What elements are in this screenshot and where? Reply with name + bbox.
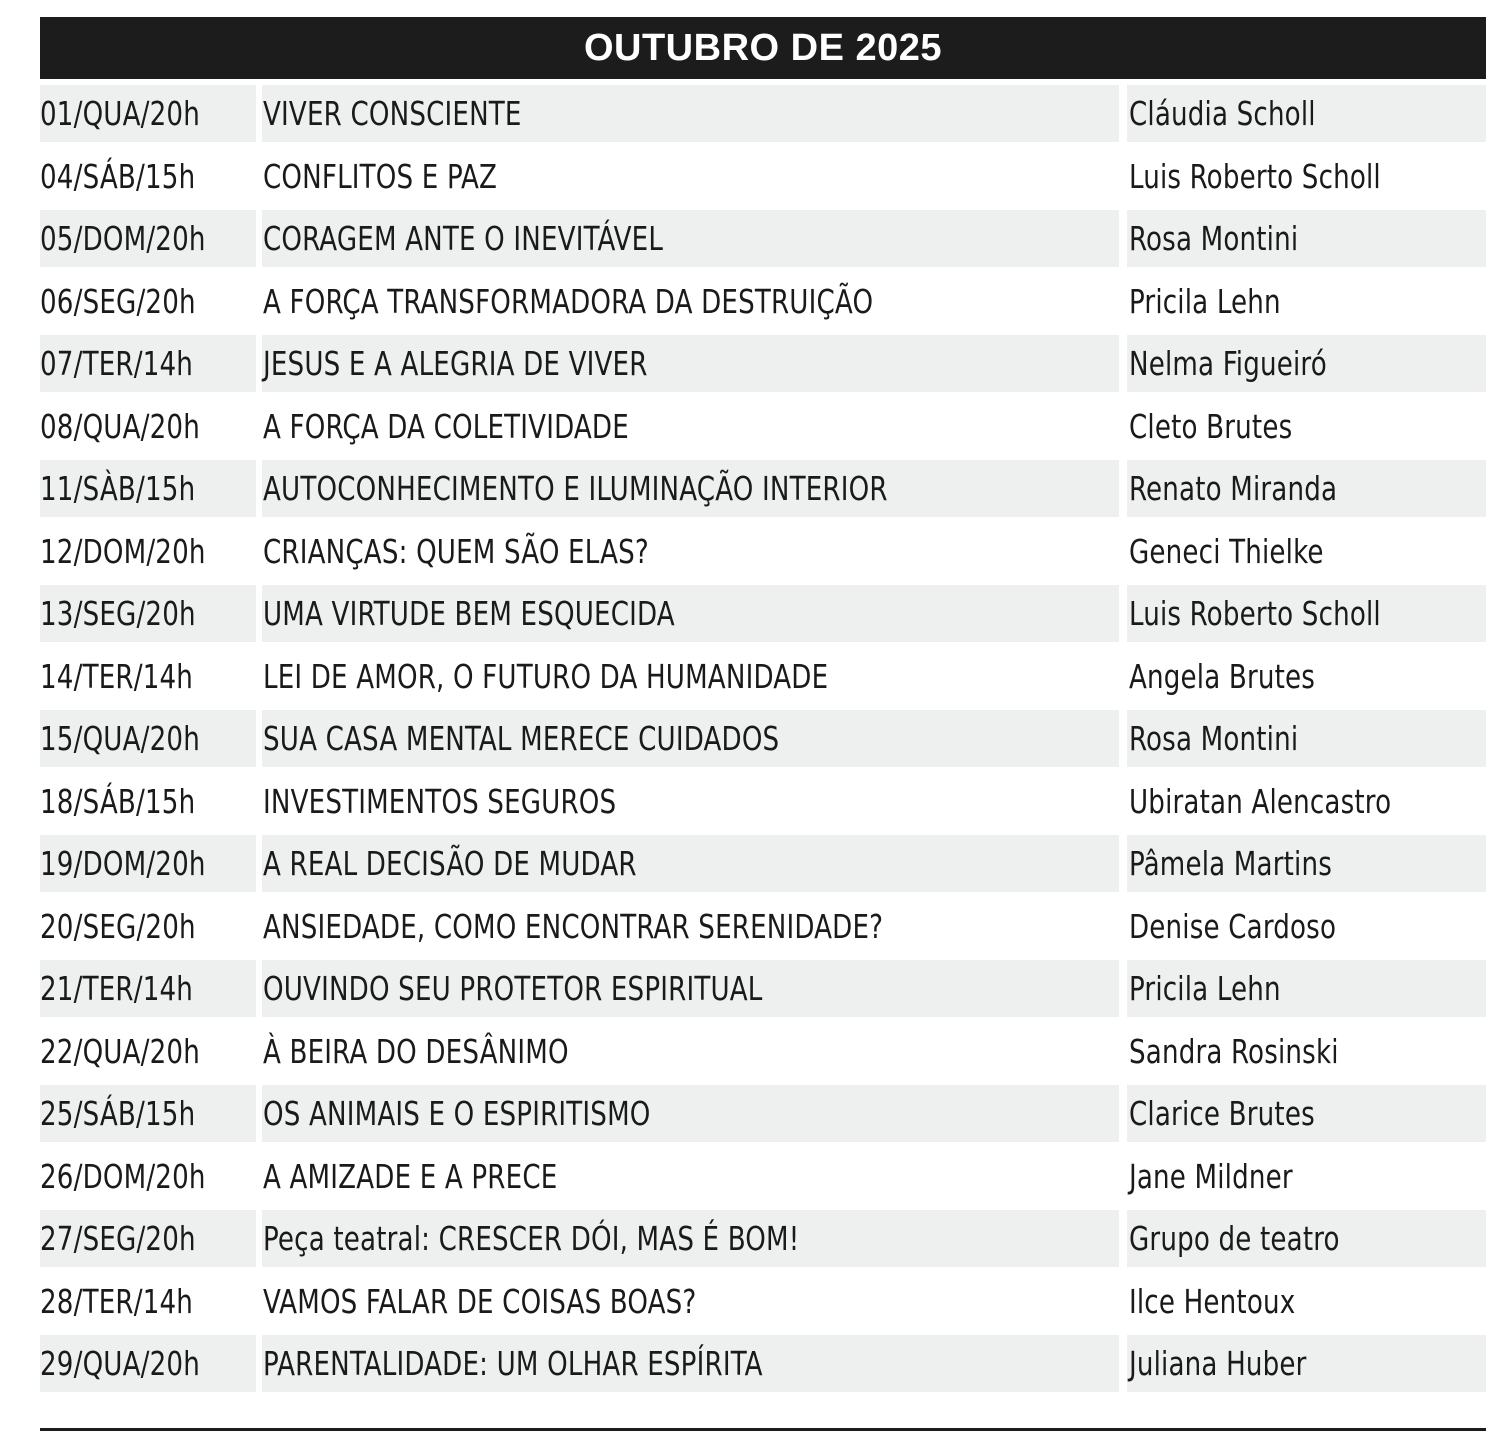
date-cell-text: 07/TER/14h (40, 344, 194, 383)
topic-cell (262, 398, 1119, 455)
date-cell (40, 1148, 256, 1205)
topic-cell-text: INVESTIMENTOS SEGUROS (262, 781, 617, 821)
date-cell-text: 15/QUA/20h (40, 719, 200, 758)
date-cell (40, 1023, 256, 1080)
speaker-cell-text: Renato Miranda (1129, 469, 1338, 508)
speaker-cell (1127, 210, 1486, 267)
speaker-cell-text: Pricila Lehn (1129, 281, 1282, 321)
date-cell (40, 1335, 256, 1392)
table-row (40, 1148, 1486, 1205)
topic-cell-text: À BEIRA DO DESÂNIMO (262, 1031, 569, 1071)
speaker-cell (1127, 710, 1486, 767)
speaker-cell-text: Cleto Brutes (1129, 406, 1293, 446)
speaker-cell (1127, 1273, 1486, 1330)
topic-cell-text: LEI DE AMOR, O FUTURO DA HUMANIDADE (262, 656, 829, 696)
topic-cell (262, 210, 1119, 267)
speaker-cell (1127, 1210, 1486, 1267)
topic-cell-text: ANSIEDADE, COMO ENCONTRAR SERENIDADE? (262, 906, 884, 946)
table-row (40, 585, 1486, 642)
speaker-cell (1127, 648, 1486, 705)
topic-cell-text: OS ANIMAIS E O ESPIRITISMO (262, 1094, 651, 1133)
schedule-rows (40, 85, 1486, 1392)
table-row (40, 960, 1486, 1017)
topic-cell (262, 85, 1119, 142)
speaker-cell-text: Ilce Hentoux (1129, 1281, 1296, 1321)
date-cell (40, 273, 256, 330)
date-cell (40, 85, 256, 142)
date-cell (40, 960, 256, 1017)
topic-cell-text: A REAL DECISÃO DE MUDAR (262, 844, 637, 883)
topic-cell (262, 773, 1119, 830)
date-cell (40, 1210, 256, 1267)
date-cell (40, 523, 256, 580)
date-cell-text: 18/SÁB/15h (40, 781, 196, 821)
speaker-cell (1127, 898, 1486, 955)
topic-cell (262, 585, 1119, 642)
table-row (40, 273, 1486, 330)
table-row (40, 898, 1486, 955)
topic-cell-text: CRIANÇAS: QUEM SÃO ELAS? (262, 531, 649, 571)
topic-cell-text: OUVINDO SEU PROTETOR ESPIRITUAL (262, 969, 763, 1008)
topic-cell (262, 460, 1119, 517)
date-cell (40, 398, 256, 455)
date-cell-text: 05/DOM/20h (40, 219, 206, 258)
topic-cell (262, 1085, 1119, 1142)
topic-cell (262, 1335, 1119, 1392)
date-cell-text: 27/SEG/20h (40, 1219, 196, 1258)
topic-cell (262, 648, 1119, 705)
topic-cell (262, 1210, 1119, 1267)
table-row (40, 835, 1486, 892)
speaker-cell (1127, 835, 1486, 892)
table-row (40, 523, 1486, 580)
speaker-cell (1127, 273, 1486, 330)
table-row (40, 210, 1486, 267)
speaker-cell-text: Sandra Rosinski (1129, 1031, 1339, 1071)
speaker-cell-text: Rosa Montini (1129, 219, 1299, 258)
speaker-cell-text: Clarice Brutes (1129, 1094, 1316, 1133)
date-cell-text: 25/SÁB/15h (40, 1094, 196, 1133)
speaker-cell-text: Pricila Lehn (1129, 969, 1282, 1008)
topic-cell-text: A FORÇA TRANSFORMADORA DA DESTRUIÇÃO (262, 281, 874, 321)
date-cell-text: 08/QUA/20h (40, 406, 200, 446)
date-cell (40, 210, 256, 267)
date-cell-text: 21/TER/14h (40, 969, 194, 1008)
topic-cell-text: JESUS E A ALEGRIA DE VIVER (262, 344, 648, 383)
topic-cell-text: CORAGEM ANTE O INEVITÁVEL (262, 219, 663, 258)
date-cell (40, 1273, 256, 1330)
date-cell-text: 11/SÀB/15h (40, 469, 196, 508)
table-row (40, 85, 1486, 142)
date-cell-text: 04/SÁB/15h (40, 156, 196, 196)
date-cell (40, 1085, 256, 1142)
table-row (40, 1210, 1486, 1267)
speaker-cell-text: Jane Mildner (1129, 1156, 1294, 1196)
date-cell-text: 19/DOM/20h (40, 844, 206, 883)
date-cell (40, 148, 256, 205)
date-cell-text: 26/DOM/20h (40, 1156, 206, 1196)
topic-cell-text: PARENTALIDADE: UM OLHAR ESPÍRITA (262, 1344, 763, 1383)
table-row (40, 1023, 1486, 1080)
date-cell (40, 835, 256, 892)
date-cell (40, 585, 256, 642)
topic-cell (262, 148, 1119, 205)
speaker-cell-text: Pâmela Martins (1129, 844, 1333, 883)
date-cell (40, 710, 256, 767)
bottom-divider (40, 1428, 1486, 1431)
topic-cell (262, 898, 1119, 955)
speaker-cell (1127, 85, 1486, 142)
speaker-cell (1127, 398, 1486, 455)
topic-cell (262, 335, 1119, 392)
table-row (40, 710, 1486, 767)
speaker-cell (1127, 585, 1486, 642)
speaker-cell-text: Angela Brutes (1129, 656, 1316, 696)
speaker-cell-text: Cláudia Scholl (1129, 94, 1316, 133)
table-row (40, 1273, 1486, 1330)
speaker-cell-text: Denise Cardoso (1129, 906, 1337, 946)
topic-cell-text: A FORÇA DA COLETIVIDADE (262, 406, 629, 446)
speaker-cell (1127, 460, 1486, 517)
topic-cell-text: SUA CASA MENTAL MERECE CUIDADOS (262, 719, 780, 758)
table-row (40, 335, 1486, 392)
speaker-cell-text: Luis Roberto Scholl (1129, 156, 1382, 196)
speaker-cell (1127, 1085, 1486, 1142)
topic-cell (262, 835, 1119, 892)
topic-cell-text: VIVER CONSCIENTE (262, 94, 522, 133)
date-cell (40, 773, 256, 830)
speaker-cell-text: Grupo de teatro (1129, 1219, 1340, 1258)
date-cell (40, 335, 256, 392)
topic-cell-text: Peça teatral: CRESCER DÓI, MAS É BOM! (262, 1219, 800, 1258)
speaker-cell-text: Luis Roberto Scholl (1129, 594, 1382, 633)
date-cell-text: 01/QUA/20h (40, 94, 200, 133)
date-cell-text: 13/SEG/20h (40, 594, 196, 633)
topic-cell (262, 523, 1119, 580)
speaker-cell (1127, 335, 1486, 392)
table-title: OUTUBRO DE 2025 (40, 17, 1486, 79)
schedule-table (40, 17, 1486, 1398)
topic-cell (262, 1273, 1119, 1330)
speaker-cell (1127, 773, 1486, 830)
date-cell (40, 648, 256, 705)
speaker-cell (1127, 523, 1486, 580)
topic-cell (262, 710, 1119, 767)
table-row (40, 398, 1486, 455)
table-row (40, 1335, 1486, 1392)
date-cell-text: 14/TER/14h (40, 656, 194, 696)
speaker-cell (1127, 1335, 1486, 1392)
date-cell-text: 28/TER/14h (40, 1281, 194, 1321)
table-row (40, 148, 1486, 205)
date-cell-text: 20/SEG/20h (40, 906, 196, 946)
topic-cell-text: AUTOCONHECIMENTO E ILUMINAÇÃO INTERIOR (262, 469, 888, 508)
speaker-cell (1127, 148, 1486, 205)
speaker-cell (1127, 960, 1486, 1017)
table-row (40, 773, 1486, 830)
speaker-cell-text: Rosa Montini (1129, 719, 1299, 758)
speaker-cell (1127, 1148, 1486, 1205)
topic-cell-text: A AMIZADE E A PRECE (262, 1156, 558, 1196)
table-row (40, 1085, 1486, 1142)
topic-cell-text: VAMOS FALAR DE COISAS BOAS? (262, 1281, 697, 1321)
topic-cell (262, 1148, 1119, 1205)
table-row (40, 460, 1486, 517)
speaker-cell-text: Ubiratan Alencastro (1129, 781, 1392, 821)
topic-cell (262, 273, 1119, 330)
speaker-cell-text: Nelma Figueiró (1129, 344, 1328, 383)
table-row (40, 648, 1486, 705)
date-cell-text: 22/QUA/20h (40, 1031, 200, 1071)
topic-cell (262, 1023, 1119, 1080)
topic-cell (262, 960, 1119, 1017)
date-cell-text: 12/DOM/20h (40, 531, 206, 571)
date-cell (40, 898, 256, 955)
topic-cell-text: CONFLITOS E PAZ (262, 156, 497, 196)
speaker-cell (1127, 1023, 1486, 1080)
topic-cell-text: UMA VIRTUDE BEM ESQUECIDA (262, 594, 675, 633)
date-cell-text: 06/SEG/20h (40, 281, 196, 321)
date-cell-text: 29/QUA/20h (40, 1344, 200, 1383)
speaker-cell-text: Juliana Huber (1129, 1344, 1307, 1383)
date-cell (40, 460, 256, 517)
speaker-cell-text: Geneci Thielke (1129, 531, 1324, 571)
